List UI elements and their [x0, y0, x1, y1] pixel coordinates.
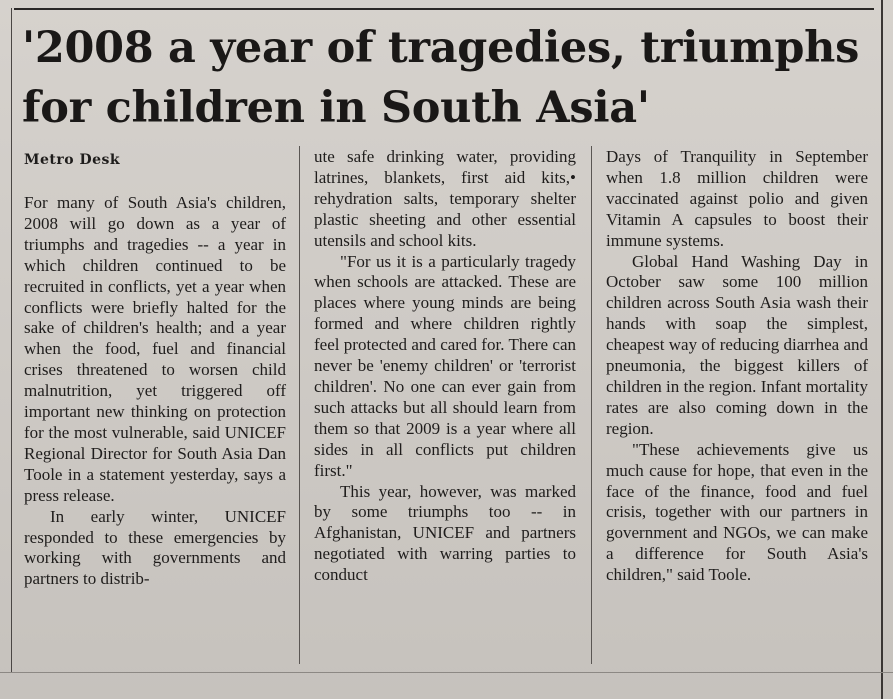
paragraph: In early winter, UNICEF responded to these emergencies by working with governments and partners to distrib- [24, 506, 286, 589]
byline: Metro Desk [24, 152, 121, 168]
paragraph: "These achievements give us much cause for hope, that even in the face of the finance, food and fuel crisis, together with our partners in government and NGOs, we can make a difference for South Asia's children," said Toole. [606, 439, 868, 585]
column-divider-2 [591, 146, 592, 664]
column-divider-1 [299, 146, 300, 664]
paragraph: This year, however, was marked by some triumphs too -- in Afghanistan, UNICEF and partners negotiated with warring parties to conduct [314, 481, 576, 585]
paragraph: Days of Tranquility in September when 1.8 million children were vaccinated against polio and given Vitamin A capsules to boost their immune systems. [606, 147, 868, 250]
article-column-3 [606, 147, 868, 586]
headline-line-1: '2008 a year of tragedies, triumphs [22, 23, 859, 73]
left-rule [11, 8, 12, 672]
bottom-rule [0, 672, 893, 673]
paragraph: ute safe drinking water, providing latrines, blankets, first aid kits,• rehydration salts, temporary shelter plastic sheeting and other essential utensils and school kits. [314, 147, 576, 250]
top-rule [14, 8, 874, 10]
article-column-1 [24, 193, 286, 590]
paragraph: Global Hand Washing Day in October saw some 100 million children across South Asia wash their hands with soap the simplest, cheapest way of reducing diarrhea and pneumonia, the biggest killers of children in the region. Infant mortality rates are also coming down in the region. [606, 251, 868, 438]
headline [22, 18, 872, 138]
paragraph: For many of South Asia's children, 2008 will go down as a year of triumphs and tragedies -- a year in which children continued to be recruited in conflicts, yet a year when conflicts were briefly halted for the sake of children's health; and a year when the food, fuel and financial crises threatened to worsen child malnutrition, yet triggered off important new thinking on protection for the most vulnerable, said UNICEF Regional Director for South Asia Dan Toole in a statement yesterday, says a press release. [24, 193, 286, 505]
article-column-2 [314, 147, 576, 586]
right-rule [881, 0, 883, 699]
headline-line-2: for children in South Asia' [22, 83, 650, 133]
paragraph: "For us it is a particularly tragedy when schools are attacked. These are places where young minds are being formed and where children rightly feel protected and cared for. There can never be 'enemy children' or 'terrorist children'. No one can ever gain from such attacks but all should learn from them so that 2009 is a year where all sides in all conflicts put children first." [314, 251, 576, 480]
